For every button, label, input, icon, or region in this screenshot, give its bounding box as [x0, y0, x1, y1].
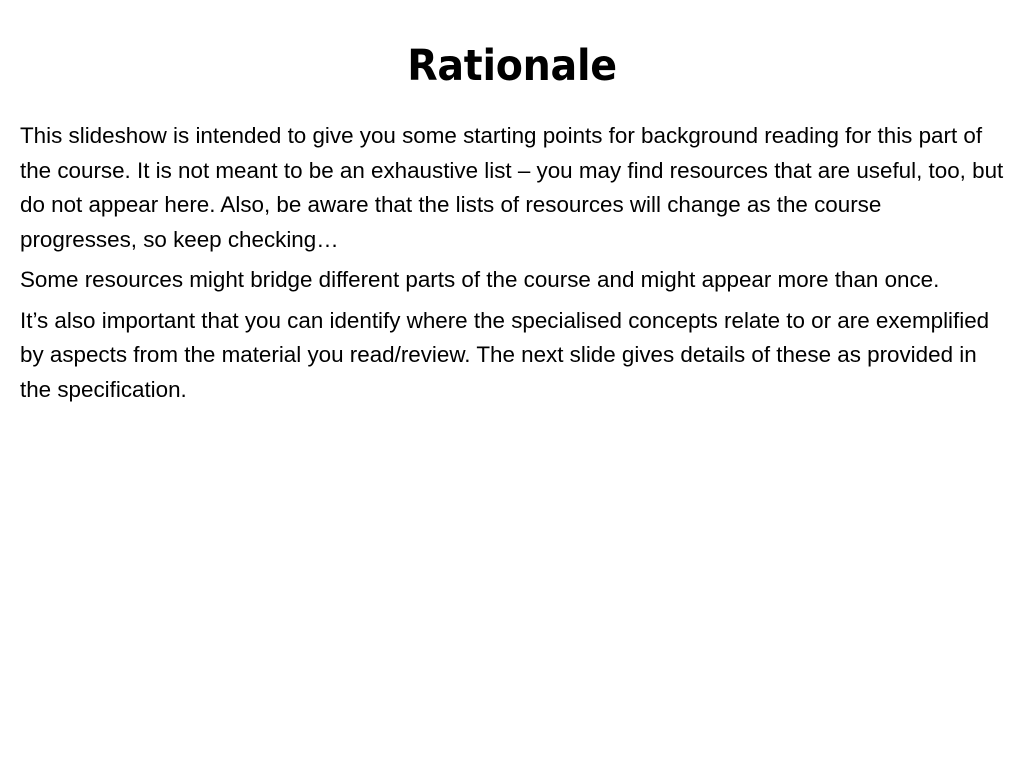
body-paragraph-resources: Some resources might bridge different parts of the course and might appear more than once. — [20, 267, 940, 292]
body-paragraph-intro: This slideshow is intended to give you some starting points for background reading for this part of the course. It is not meant to be an exhaustive list – you may find resources that are useful, too, but do not appear here. Also, be aware that the lists of resources will change as the course progresses, so keep checking… — [20, 123, 1004, 252]
body-paragraph-concepts: It’s also important that you can identify where the specialised concepts relate to or are exemplified by aspects from the material you read/review. The next slide gives details of these as provided in the specification. — [20, 307, 990, 402]
slide-title: Rationale — [407, 41, 617, 91]
slide-body — [20, 119, 1004, 413]
